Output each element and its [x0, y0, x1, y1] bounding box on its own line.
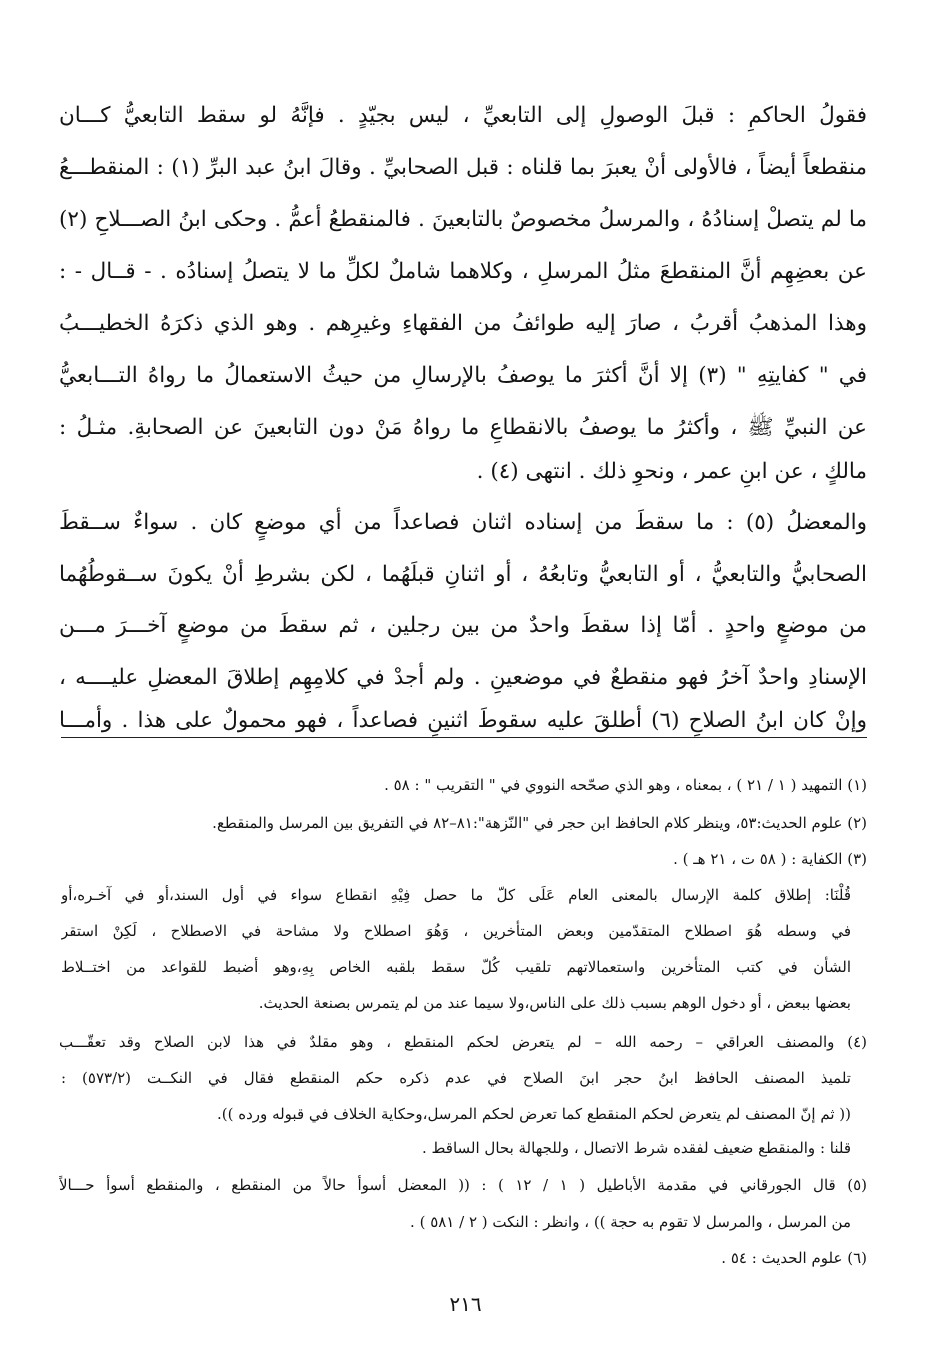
- footnote-line: الشأن في كتب المتأخرين واستعمالاتهم تلقيب كُلّ سقط بلقبه الخاص بِهِ،وهو أضبط للقواعد من اختــلاط: [61, 958, 851, 976]
- footnote-line: (( ثم إنّ المصنف لم يتعرض لحكم المنقطع كما تعرض لحكم المرسل،وحكاية الخلاف في قبوله ورده )).: [217, 1105, 851, 1123]
- body-line: وهذا المذهبُ أقربُ ، صارَ إليه طوائفُ من الفقهاءِ وغيرِهم . وهو الذي ذكرَهُ الخطيـــبُ: [59, 311, 867, 336]
- body-line: عن بعضِهِم أنَّ المنقطعَ مثلُ المرسلِ ، وكلاهما شاملٌ لكلِّ ما لا يتصلُ إسنادُه . - قــال - :: [59, 259, 867, 284]
- footnote-line: (١) التمهيد ( ١ / ٢١ ) ، بمعناه ، وهو الذي صحّحه النووي في " التقريب " : ٥٨ .: [384, 776, 867, 794]
- body-line: مالكٍ ، عن ابنِ عمر ، ونحوِ ذلك . انتهى (٤) .: [476, 459, 867, 484]
- body-line: ما لم يتصلْ إسنادُهُ ، والمرسلُ مخصوصٌ بالتابعينَ . فالمنقطعُ أعمُّ . وحكى ابنُ الصـــلاحِ (٢): [59, 207, 867, 232]
- footnote-line: (٥) قال الجورقاني في مقدمة الأباطيل ( ١ / ١٢ ) : (( المعضل أسوأ حالاً من المنقطع ، والمنقطع أسوأ حـــالاً: [59, 1176, 867, 1194]
- footnote-line: قلنا : والمنقطع ضعيف لفقده شرط الاتصال ، وللجهالة بحال الساقط .: [422, 1139, 851, 1157]
- body-line: عن النبيِّ ﷺ ، وأكثرُ ما يوصفُ بالانقطاعِ ما رواهُ مَنْ دون التابعينَ عن الصحابةِ. مثـلُ :: [59, 415, 867, 440]
- footnote-line: بعضها ببعض ، أو دخول الوهم بسبب ذلك على الناس،ولا سيما عند من لم يتمرس بصنعة الحديث.: [258, 994, 851, 1012]
- body-line: منقطعاً أيضاً ، فالأولى أنْ يعبرَ بما قلناه : قبل الصحابيِّ . وقالَ ابنُ عبد البرِّ (١) : المنقطـــعُ: [59, 155, 867, 180]
- body-line: والمعضلُ (٥) : ما سقطَ من إسناده اثنان فصاعداً من أي موضعٍ كان . سواءٌ ســقطَ: [59, 510, 867, 535]
- body-line: وإنْ كان ابنُ الصلاحِ (٦) أطلقَ عليه سقوطَ اثنينِ فصاعداً ، فهو محمولٌ على هذا . وأمـــا: [59, 708, 867, 733]
- footnote-line: قُلْنَا: إطلاق كلمة الإرسال بالمعنى العام عَلَى كلّ ما حصل فِيْهِ انقطاع سواء في أول السند،أو في آخـره،أو: [61, 886, 851, 904]
- footnote-divider: [61, 737, 867, 738]
- page-number: ٢١٦: [449, 1292, 482, 1316]
- body-line: الإسنادِ واحدٌ آخرُ فهو منقطعٌ في موضعينِ . ولم أجدْ في كلامِهِم إطلاقَ المعضلِ عليــــه ،: [59, 665, 867, 690]
- body-line: من موضعٍ واحدٍ . أمّا إذا سقطَ واحدٌ من بين رجلين ، ثم سقطَ من موضعٍ آخـــرَ مـــن: [59, 613, 867, 638]
- body-line: في " كفايتِهِ " (٣) إلا أنَّ أكثرَ ما يوصفُ بالإرسالِ من حيثُ الاستعمالُ ما رواهُ التـــابعيُّ: [59, 363, 867, 388]
- footnote-line: (٤) والمصنف العراقي – رحمه الله – لم يتعرض لحكم المنقطع ، وهو مقلدٌ في هذا لابن الصلاح وقد تعقّـــب: [59, 1033, 867, 1051]
- body-line: فقولُ الحاكمِ : قبلَ الوصولِ إلى التابعيِّ ، ليس بجيّدٍ . فإنَّهُ لو سقط التابعيُّ كـــان: [59, 103, 867, 128]
- footnote-line: (٣) الكفاية : ( ٥٨ ت ، ٢١ هـ ) .: [673, 850, 867, 868]
- footnote-line: تلميذ المصنف الحافظ ابنُ حجر ابنَ الصلاح في عدم ذكره حكم المنقطع فقال في النكــت (٥٧٣/٢) :: [61, 1069, 851, 1087]
- footnote-line: (٢) علوم الحديث:٥٣، وينظر كلام الحافظ ابن حجر في "النّزهة":٨١–٨٢ في التفريق بين المرسل والمنقطع.: [212, 814, 867, 832]
- footnote-line: (٦) علوم الحديث : ٥٤ .: [721, 1249, 867, 1267]
- footnote-line: من المرسل ، والمرسل لا تقوم به حجة )) ، وانظر : النكت ( ٢ / ٥٨١ ) .: [410, 1213, 851, 1231]
- footnote-line: في وسطه هُوَ اصطلاح المتقدّمين وبعض المتأخرين ، وَهُوَ اصطلاح ولا مشاحة في الاصطلاح ، لَكِنْ استقر: [61, 922, 851, 940]
- body-line: الصحابيُّ والتابعيُّ ، أو التابعيُّ وتابعُهُ ، أو اثنانِ قبلَهُما ، لكن بشرطِ أنْ يكونَ ســقوطُهُما: [59, 562, 867, 587]
